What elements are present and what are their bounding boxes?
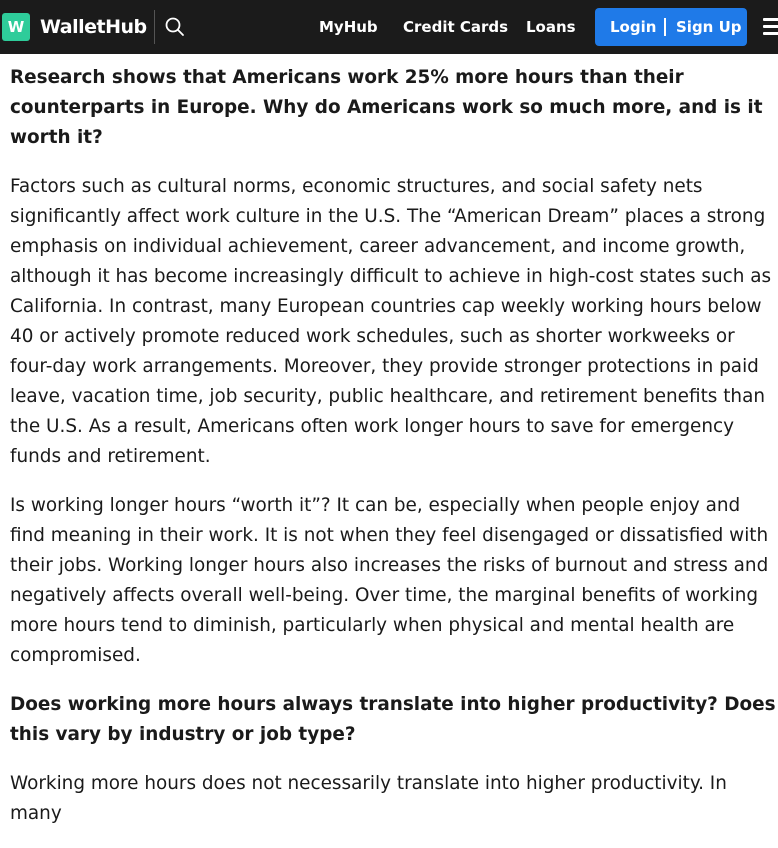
nav-credit-cards[interactable]: Credit Cards [403, 18, 509, 36]
answer-paragraph-1: Factors such as cultural norms, economic structures, and social safety nets significantly affect work culture in the U.S. The “American Dream” places a strong emphasis on individual achievement, career advancement, and income growth, although it has become increasingly difficult to achieve in high-cost states such as California. In contrast, many European countries cap weekly working hours below 40 or actively promote reduced work schedules, such as shorter workweeks or four-day work arrangements. Moreover, they provide stronger protections in paid leave, vacation time, job security, public healthcare, and retirement benefits than the U.S. As a result, Americans often work longer hours to save for emergency funds and retirement. [10, 176, 772, 467]
wallethub-logo-icon[interactable]: W [2, 13, 30, 41]
auth-separator [664, 18, 666, 36]
top-navigation-bar [0, 0, 778, 54]
login-button[interactable]: Login [610, 18, 657, 36]
nav-myhub[interactable]: MyHub [319, 18, 378, 36]
question-heading-2: Does working more hours always translate into higher productivity? Does this vary by industry or job type? [10, 694, 776, 745]
header-divider [154, 10, 155, 44]
nav-loans[interactable]: Loans [526, 18, 576, 36]
hamburger-menu-icon[interactable] [763, 18, 778, 36]
wallethub-logo-text[interactable]: WalletHub [40, 16, 147, 38]
article-content [10, 63, 778, 848]
auth-button-group [595, 8, 747, 46]
answer-paragraph-3: Working more hours does not necessarily translate into higher productivity. In many [10, 773, 727, 824]
answer-paragraph-2: Is working longer hours “worth it”? It can be, especially when people enjoy and find meaning in their work. It is not when they feel disengaged or dissatisfied with their jobs. Working longer hours also increases the risks of burnout and stress and negatively affects overall well-being. Over time, the marginal benefits of working more hours tend to diminish, particularly when physical and mental health are compromised. [10, 495, 769, 666]
signup-button[interactable]: Sign Up [676, 18, 742, 36]
question-heading-1: Research shows that Americans work 25% more hours than their counterparts in Europe. Why do Americans work so much more, and is it worth it? [10, 67, 763, 148]
search-icon[interactable] [164, 16, 186, 38]
